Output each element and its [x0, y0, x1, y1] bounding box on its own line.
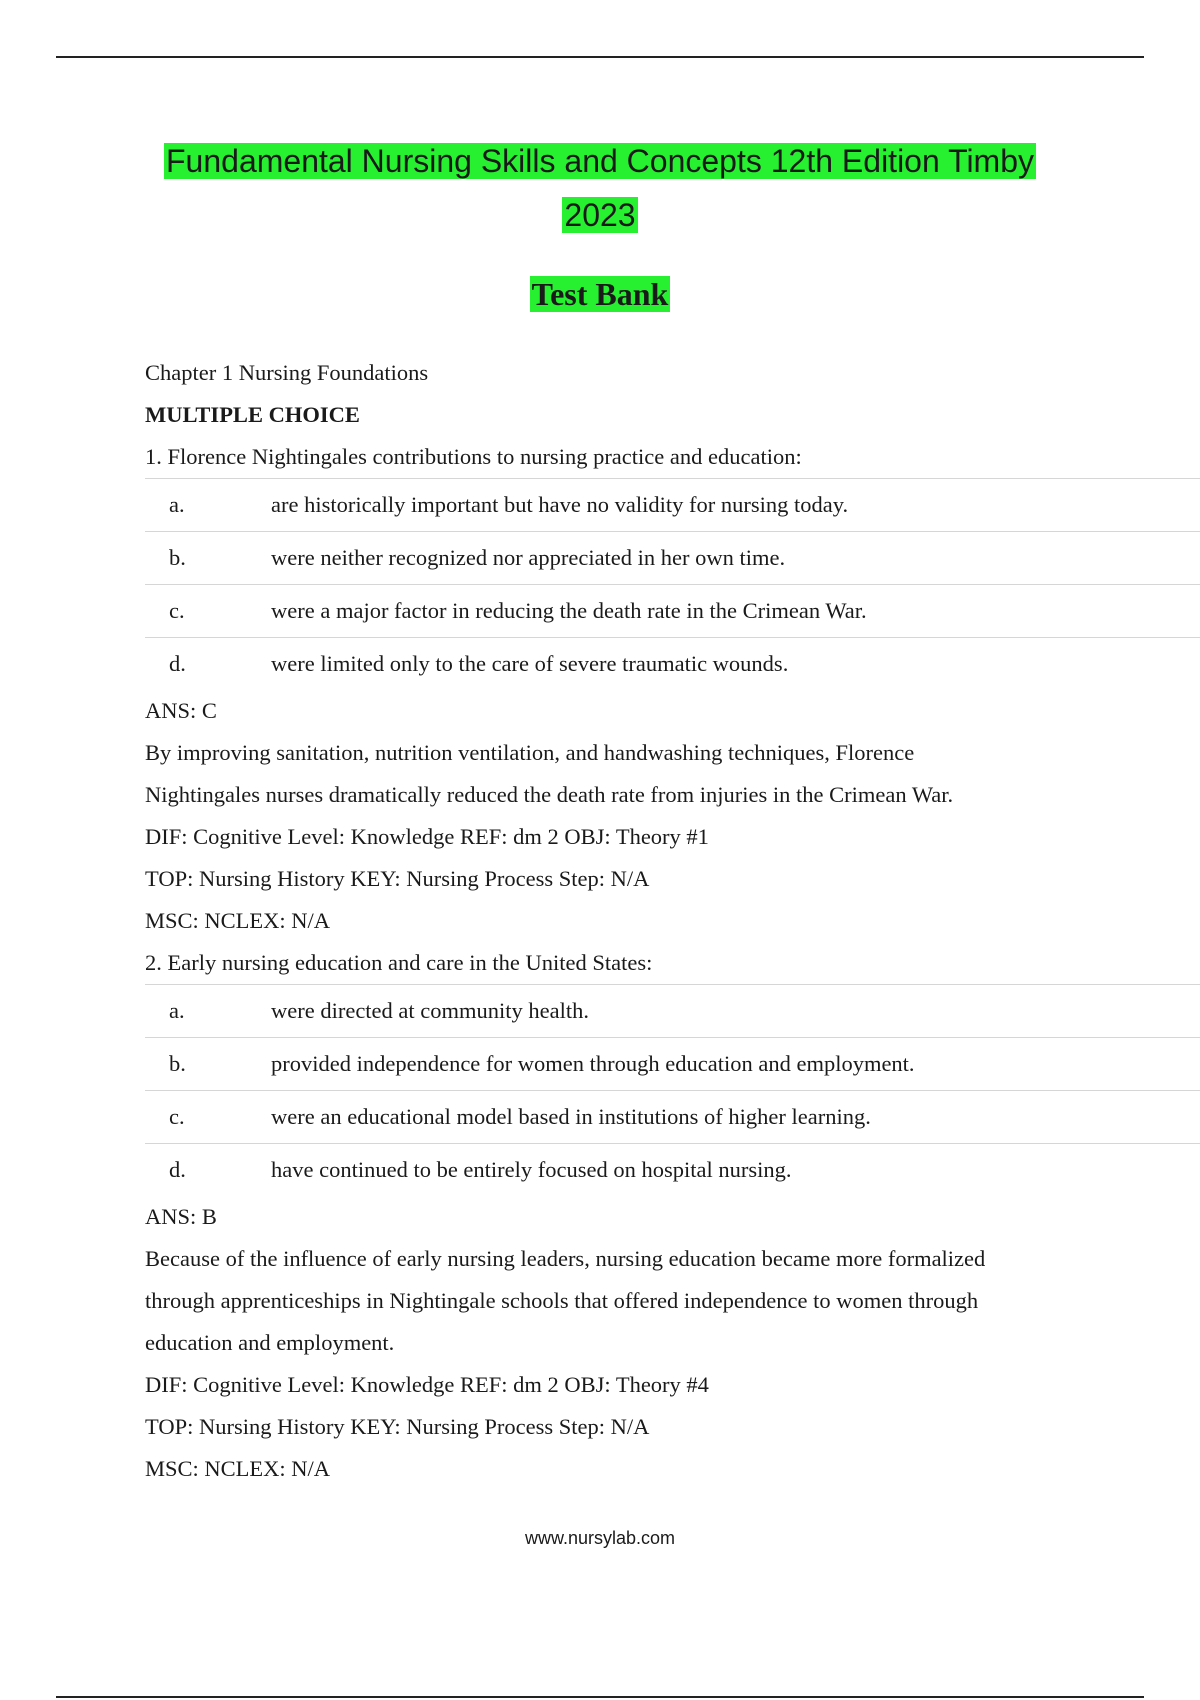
question-1-top: TOP: Nursing History KEY: Nursing Process Step: N/A	[145, 866, 650, 891]
subtitle-text: Test Bank	[531, 276, 669, 312]
choice-row	[145, 1090, 1200, 1143]
choice-letter: b.	[169, 1051, 186, 1076]
choice-text: were an educational model based in institutions of higher learning.	[271, 1104, 871, 1129]
choice-row	[145, 478, 1200, 531]
choice-letter: a.	[169, 998, 185, 1023]
choice-row	[145, 584, 1200, 637]
choice-letter: c.	[169, 598, 185, 623]
question-2-rationale-line: through apprenticeships in Nightingale schools that offered independence to women through	[145, 1288, 979, 1313]
bottom-rule	[56, 1696, 1144, 1698]
choice-text: provided independence for women through education and employment.	[271, 1051, 915, 1076]
choice-row	[145, 984, 1200, 1037]
footer-url: www.nursylab.com	[524, 1528, 676, 1548]
document-title	[0, 134, 1200, 242]
question-2-rationale-line: Because of the influence of early nursing leaders, nursing education became more formalized	[145, 1246, 986, 1271]
title-line-2: 2023	[564, 197, 636, 233]
question-2-top: TOP: Nursing History KEY: Nursing Process Step: N/A	[145, 1414, 650, 1439]
question-2-choices	[145, 984, 1200, 1196]
question-2-msc: MSC: NCLEX: N/A	[145, 1456, 331, 1481]
title-line-1: Fundamental Nursing Skills and Concepts 12th Edition Timby	[166, 143, 1034, 179]
choice-letter: d.	[169, 1157, 186, 1182]
question-2-rationale-line: education and employment.	[145, 1330, 395, 1355]
choice-text: were neither recognized nor appreciated in her own time.	[271, 545, 786, 570]
question-2-stem: 2. Early nursing education and care in the United States:	[145, 950, 653, 975]
test-bank-content	[145, 352, 1200, 1490]
choice-row	[145, 637, 1200, 690]
choice-letter: c.	[169, 1104, 185, 1129]
question-2-answer: ANS: B	[145, 1204, 217, 1229]
top-rule	[56, 56, 1144, 58]
question-1-choices	[145, 478, 1200, 690]
choice-row	[145, 531, 1200, 584]
question-2-dif: DIF: Cognitive Level: Knowledge REF: dm 2 OBJ: Theory #4	[145, 1372, 709, 1397]
choice-letter: d.	[169, 651, 186, 676]
document-subtitle	[0, 274, 1200, 314]
choice-text: are historically important but have no validity for nursing today.	[271, 492, 849, 517]
choice-row	[145, 1143, 1200, 1196]
chapter-heading: Chapter 1 Nursing Foundations	[145, 360, 429, 385]
question-1-msc: MSC: NCLEX: N/A	[145, 908, 331, 933]
question-1-stem: 1. Florence Nightingales contributions to nursing practice and education:	[145, 444, 802, 469]
choice-row	[145, 1037, 1200, 1090]
choice-text: were directed at community health.	[271, 998, 589, 1023]
choice-text: have continued to be entirely focused on hospital nursing.	[271, 1157, 792, 1182]
choice-letter: b.	[169, 545, 186, 570]
question-1-answer: ANS: C	[145, 698, 217, 723]
section-heading: MULTIPLE CHOICE	[145, 402, 360, 427]
question-1-dif: DIF: Cognitive Level: Knowledge REF: dm 2 OBJ: Theory #1	[145, 824, 709, 849]
question-1-rationale-line: Nightingales nurses dramatically reduced the death rate from injuries in the Crimean War.	[145, 782, 954, 807]
choice-letter: a.	[169, 492, 185, 517]
question-1-rationale-line: By improving sanitation, nutrition ventilation, and handwashing techniques, Florence	[145, 740, 915, 765]
choice-text: were limited only to the care of severe traumatic wounds.	[271, 651, 789, 676]
choice-text: were a major factor in reducing the death rate in the Crimean War.	[271, 598, 867, 623]
